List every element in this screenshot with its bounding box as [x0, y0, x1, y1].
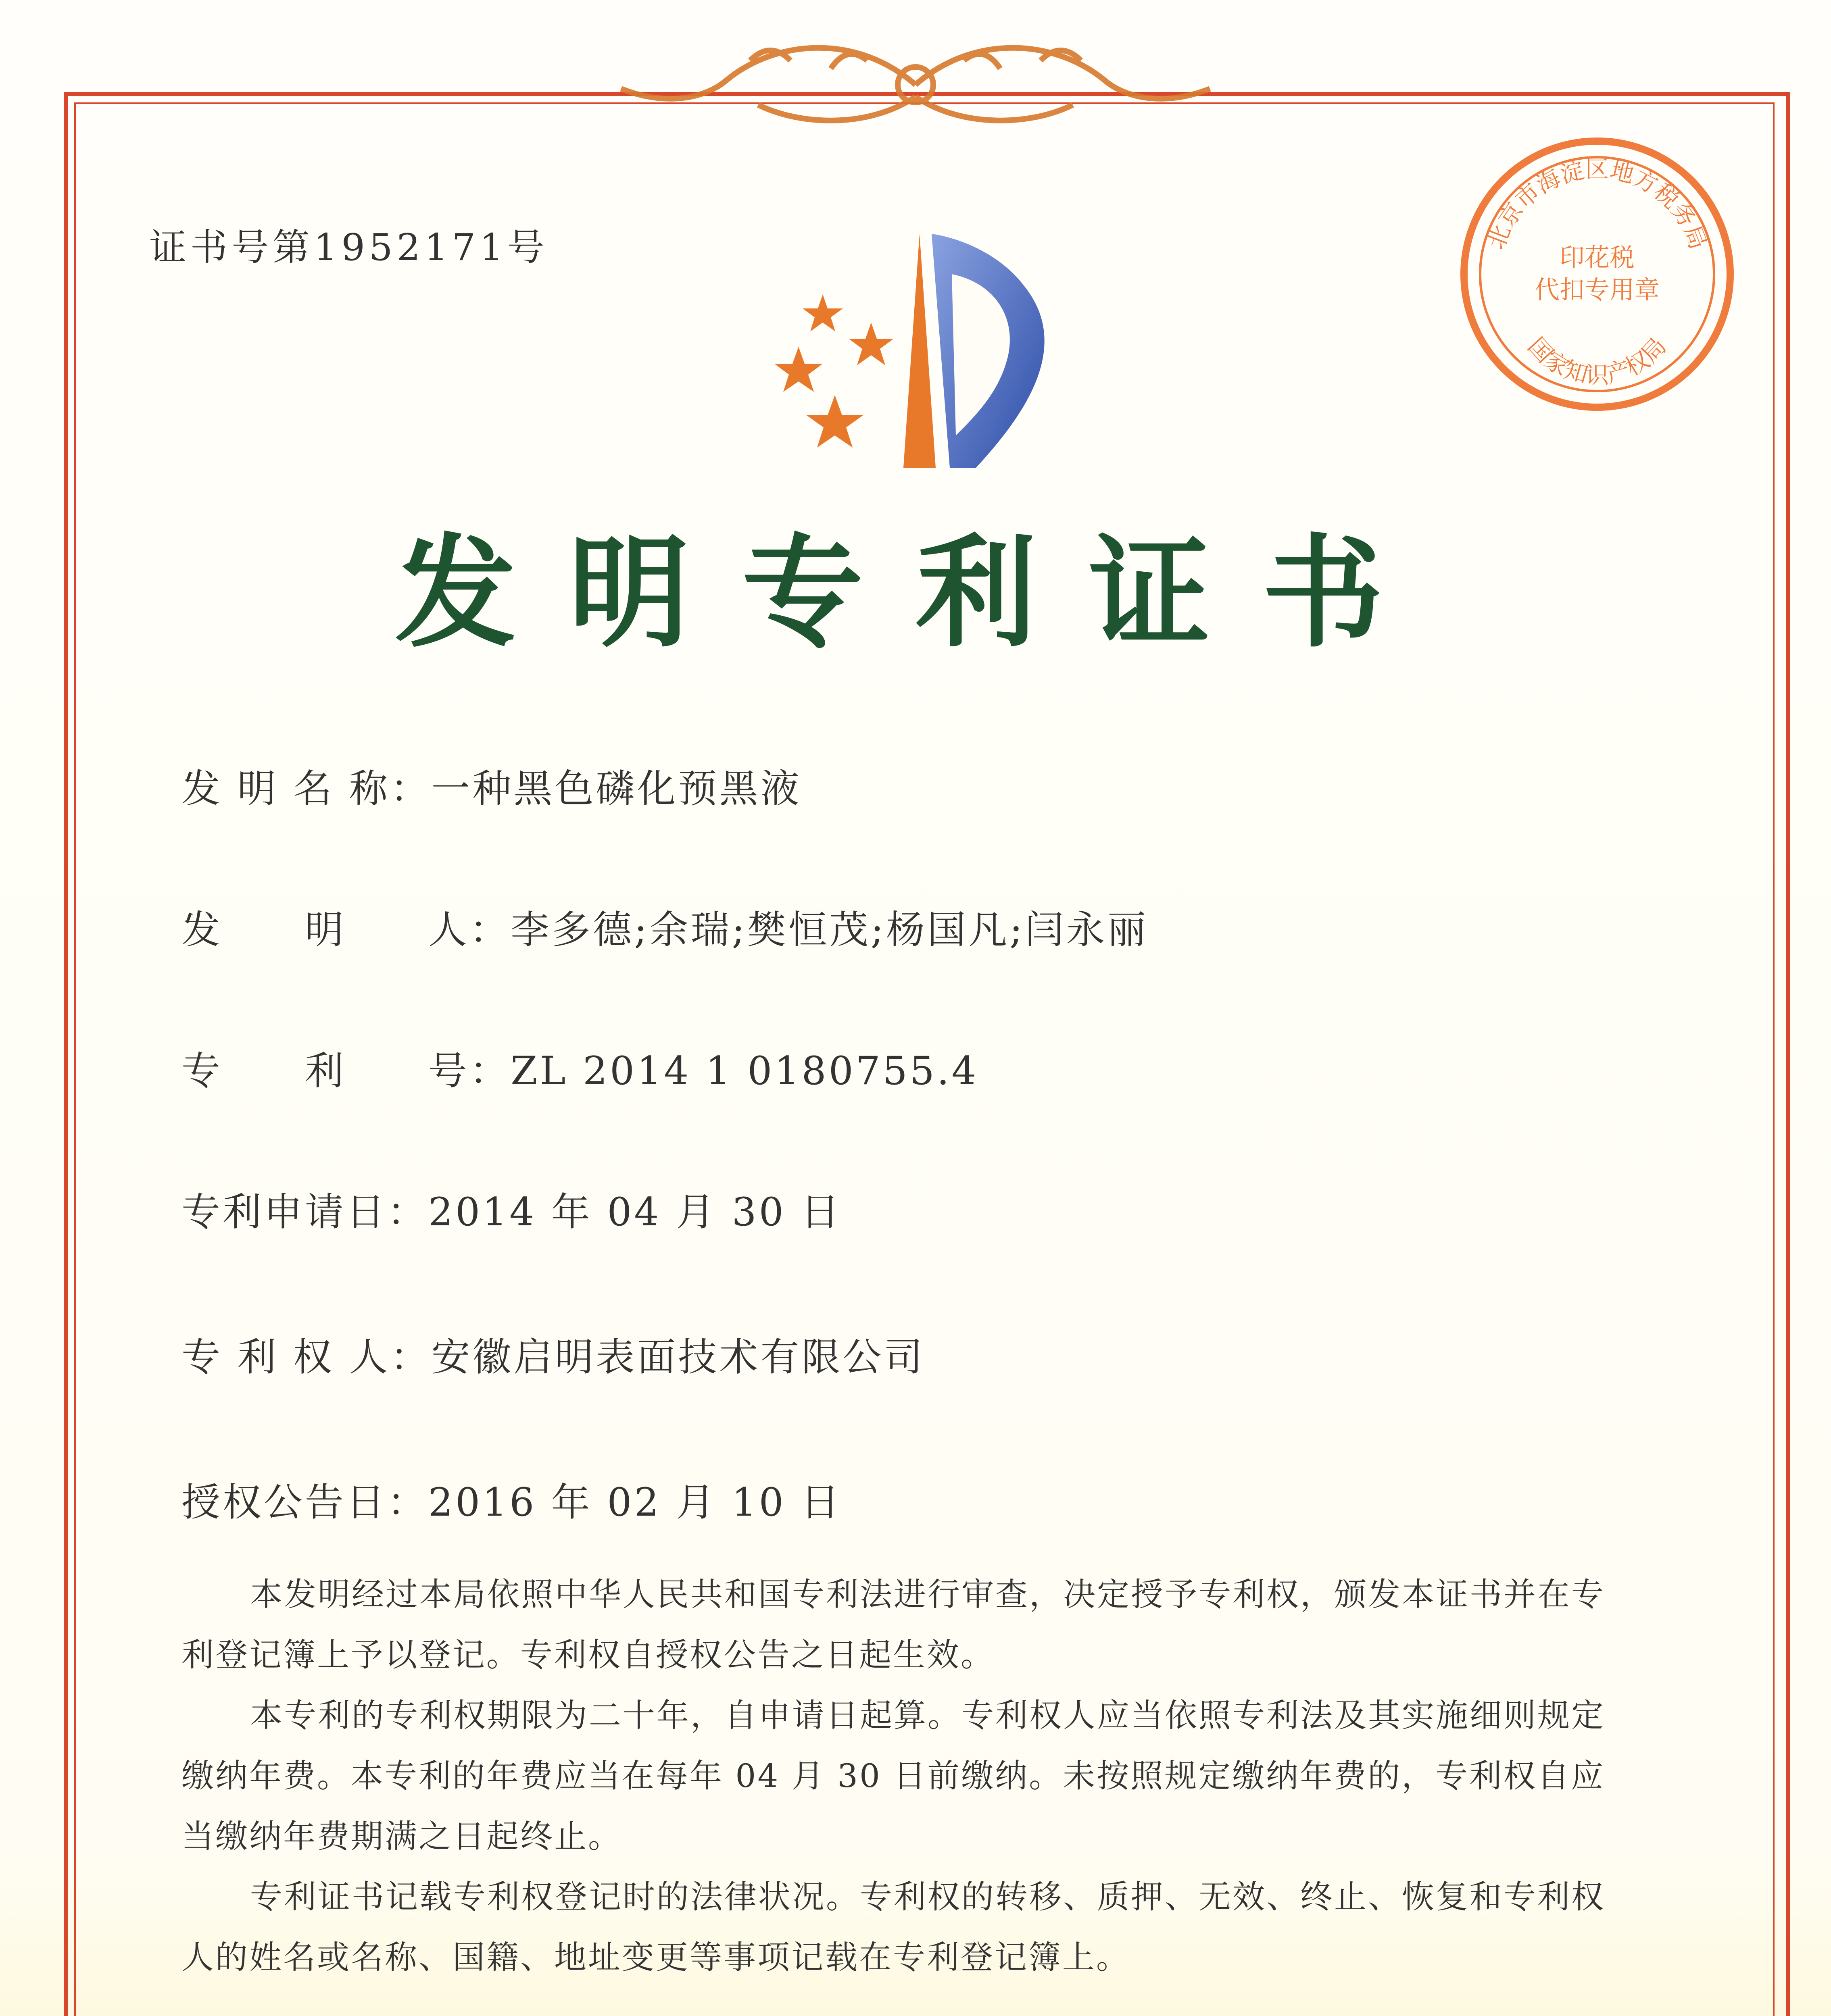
field-invention-name	[181, 758, 802, 813]
svg-text:北京市海淀区地方税务局: 北京市海淀区地方税务局	[1482, 156, 1712, 253]
field-grant-date	[181, 1472, 842, 1527]
field-label: 授权公告日：	[181, 1480, 428, 1525]
svg-text:印花税: 印花税	[1559, 243, 1635, 272]
field-value: 2016 年 02 月 10 日	[428, 1480, 842, 1525]
certificate-body	[181, 1564, 1633, 1988]
tax-stamp	[1452, 129, 1742, 419]
body-paragraph: 专利证书记载专利权登记时的法律状况。专利权的转移、质押、无效、终止、恢复和专利权人的姓名或名称、国籍、地址变更等事项记载在专利登记簿上。	[181, 1878, 1605, 1976]
field-label: 专利申请日：	[181, 1189, 428, 1235]
field-label: 发 明 人：	[181, 907, 511, 952]
field-label: 专 利 号：	[181, 1048, 511, 1093]
field-inventors	[181, 899, 1148, 954]
body-paragraph: 本发明经过本局依照中华人民共和国专利法进行审查，决定授予专利权，颁发本证书并在专利登记簿上予以登记。专利权自授权公告之日起生效。	[181, 1576, 1605, 1674]
field-label: 发 明 名 称：	[181, 766, 432, 811]
svg-text:国家知识产权局: 国家知识产权局	[1522, 332, 1672, 389]
patent-office-logo	[766, 226, 1073, 476]
certificate-title: 发明专利证书	[395, 523, 1436, 664]
field-value: 一种黑色磷化预黑液	[431, 766, 802, 811]
svg-text:代扣专用章: 代扣专用章	[1534, 275, 1660, 304]
field-patent-number	[181, 1040, 979, 1095]
body-paragraph: 本专利的专利权期限为二十年，自申请日起算。专利权人应当依照专利法及其实施细则规定缴纳年费。本专利的年费应当在每年 04 月 30 日前缴纳。未按照规定缴纳年费的，专利权自应当缴纳年费期满之日起终止。	[181, 1697, 1605, 1855]
field-value: 李多德;余瑞;樊恒茂;杨国凡;闫永丽	[511, 907, 1149, 952]
certificate-number: 证书号第1952171号	[149, 226, 548, 269]
field-label: 专 利 权 人：	[181, 1335, 432, 1380]
field-value: ZL 2014 1 0180755.4	[511, 1048, 979, 1093]
field-value: 安徽启明表面技术有限公司	[431, 1335, 925, 1380]
field-patentee	[181, 1327, 925, 1382]
field-application-date	[181, 1181, 842, 1237]
field-value: 2014 年 04 月 30 日	[428, 1189, 842, 1235]
top-ornament	[605, 24, 1226, 145]
